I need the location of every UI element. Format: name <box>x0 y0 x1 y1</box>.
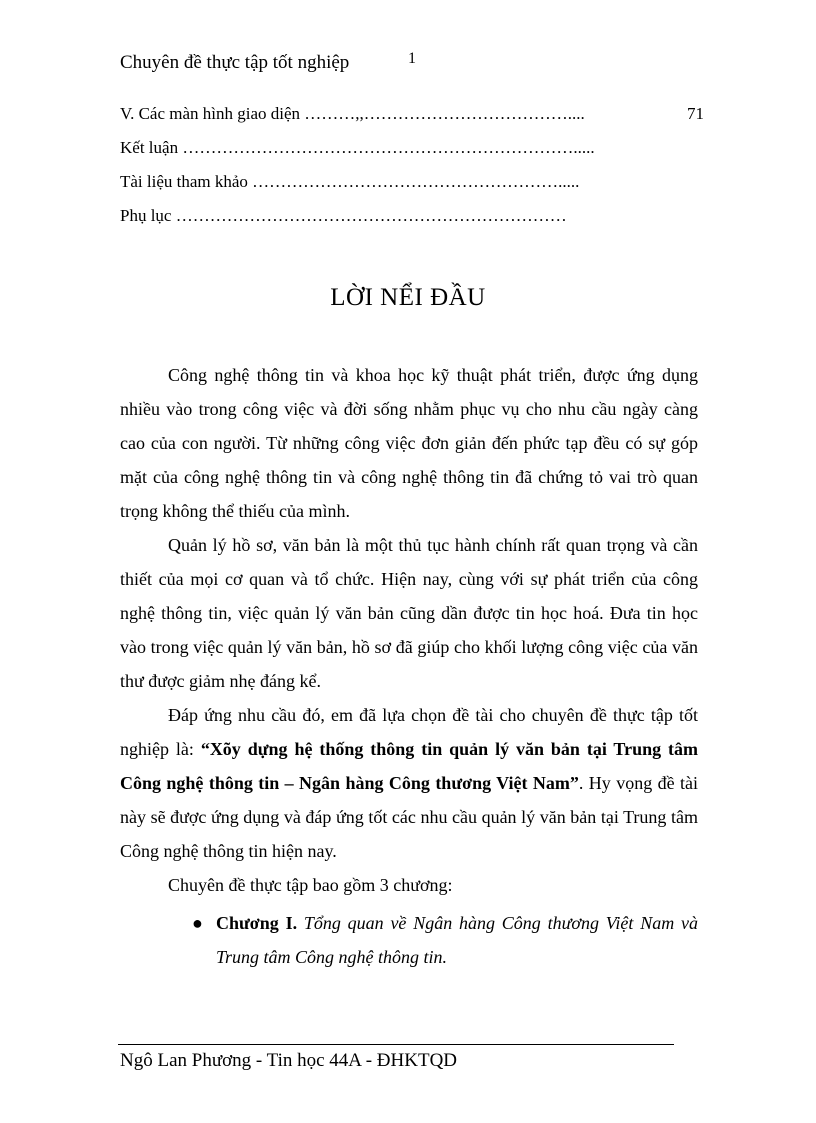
thesis-title: “Xõy dựng hệ thống thông tin quản lý văn bản tại Trung tâm Công nghệ thông tin – Ngân hàng Công thương Việt Nam” <box>120 739 699 793</box>
bullet-icon: ● <box>192 913 203 933</box>
page-number: 1 <box>408 50 416 67</box>
toc-entry <box>120 138 704 172</box>
paragraph: Quản lý hồ sơ, văn bản là một thủ tục hành chính rất quan trọng và cần thiết của mọi cơ quan và tổ chức. Hiện nay, cùng với sự phát triển của công nghệ thông tin, việc quản lý văn bản cũng dần được tin học hoá. Đưa tin học vào trong việc quản lý văn bản, hồ sơ đã giúp cho khối lượng công việc của văn thư được giảm nhẹ đáng kể. <box>120 535 698 691</box>
list-item <box>120 906 698 974</box>
toc-entry <box>120 172 704 206</box>
chapter-list <box>120 906 698 974</box>
chapter-description: Tổng quan về Ngân hàng Công thương Việt Nam và Trung tâm Công nghệ thông tin. <box>216 913 698 967</box>
running-header <box>120 50 416 74</box>
toc-page: 71 <box>687 104 704 123</box>
header-title: Chuyên đề thực tập tốt nghiệp <box>120 52 350 73</box>
paragraph-text: Đáp ứng nhu cầu đó, em đã lựa chọn đề tài cho chuyên đề thực tập tốt nghiệp là: <box>120 705 698 759</box>
table-of-contents <box>120 104 704 240</box>
paragraph: Công nghệ thông tin và khoa học kỹ thuật phát triển, được ứng dụng nhiều vào trong công việc và đời sống nhằm phục vụ cho nhu cầu ngày càng cao của con người. Từ những công việc đơn giản đến phức tạp đều có sự góp mặt của công nghệ thông tin và công nghệ thông tin đã chứng tỏ vai trò quan trọng không thể thiếu của mình. <box>120 365 698 521</box>
footer-divider <box>118 1044 674 1045</box>
section-title: LỜI NỂI ĐẦU <box>330 284 486 311</box>
toc-label: V. Các màn hình giao diện ………,,……………………………….... <box>120 104 585 123</box>
toc-entry <box>120 104 704 138</box>
intro-line: Chuyên đề thực tập bao gồm 3 chương: <box>168 875 453 895</box>
toc-label: Kết luận ……………………………………………………………..... <box>120 138 595 157</box>
paragraph-text: . Hy vọng đề tài này sẽ được ứng dụng và đáp ứng tốt các nhu cầu quản lý văn bản tại Trung tâm Công nghệ thông tin hiện nay. <box>120 773 699 861</box>
running-footer: Ngô Lan Phương - Tin học 44A - ĐHKTQD <box>120 1050 458 1071</box>
body-text <box>120 358 698 974</box>
paragraph <box>120 698 698 868</box>
chapter-label: Chương I. <box>216 913 298 933</box>
toc-entry <box>120 206 704 240</box>
toc-label: Phụ lục …………………………………………………………… <box>120 206 567 225</box>
toc-label: Tài liệu tham khảo ………………………………………………..... <box>120 172 580 191</box>
